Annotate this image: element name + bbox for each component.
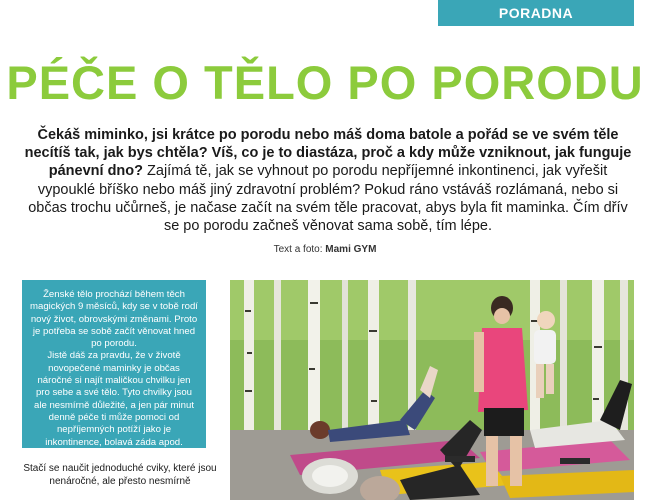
sidebar-paragraph-1: Ženské tělo prochází během těch magických 9 měsíců, kdy se v tobě rodí nový život, obrovskými změnami. Proto je potřeba se sobě začít věnovat hned po porodu.: [30, 289, 198, 350]
exercise-class-photo: [230, 280, 634, 500]
article-title: PÉČE O TĚLO PO PORODU: [6, 56, 644, 109]
article-credit: [0, 244, 650, 255]
article-body-text: Stačí se naučit jednoduché cviky, které jsou nenáročné, ale přesto nesmírně: [23, 463, 217, 487]
lead-bold-text: Čekáš miminko, jsi krátce po porodu nebo máš doma batole a pořád se ve svém těle necítíš tak, jak bys chtěla? Víš, co je to diastáza, proč a kdy může vzniknout, jak funguje pánevní dno?: [24, 127, 632, 180]
intro-sidebar-box: [22, 280, 206, 448]
credit-label: Text a foto:: [273, 244, 323, 255]
credit-author: Mami GYM: [325, 244, 377, 255]
section-tab-label: PORADNA: [498, 5, 574, 21]
lead-regular-text: Zajímá tě, jak se vyhnout po porodu nepříjemné inkontinenci, jak vyřešit vypouklé bříško nebo máš jiný zdravotní problém? Pokud ráno vstáváš rozlámaná, nebo si občas trochu učůrneš, je načase začít na svém těle pracovat, abys byla fit maminka. Čím dřív se po porodu začneš věnovat sama sobě, tím lépe.: [28, 163, 628, 235]
article-lead: [24, 126, 632, 235]
sidebar-paragraph-2: Jistě dáš za pravdu, že v životě novopečené maminky je občas náročné si najít maličkou chvilku jen pro sebe a své tělo. Tyto chvilky jsou ale nesmírně důležité, a jen pár minut denně péče ti může pomoci od nepříjemných potíží jako je inkontinence, bolavá záda apod.: [34, 350, 194, 448]
section-tab: [438, 0, 634, 26]
